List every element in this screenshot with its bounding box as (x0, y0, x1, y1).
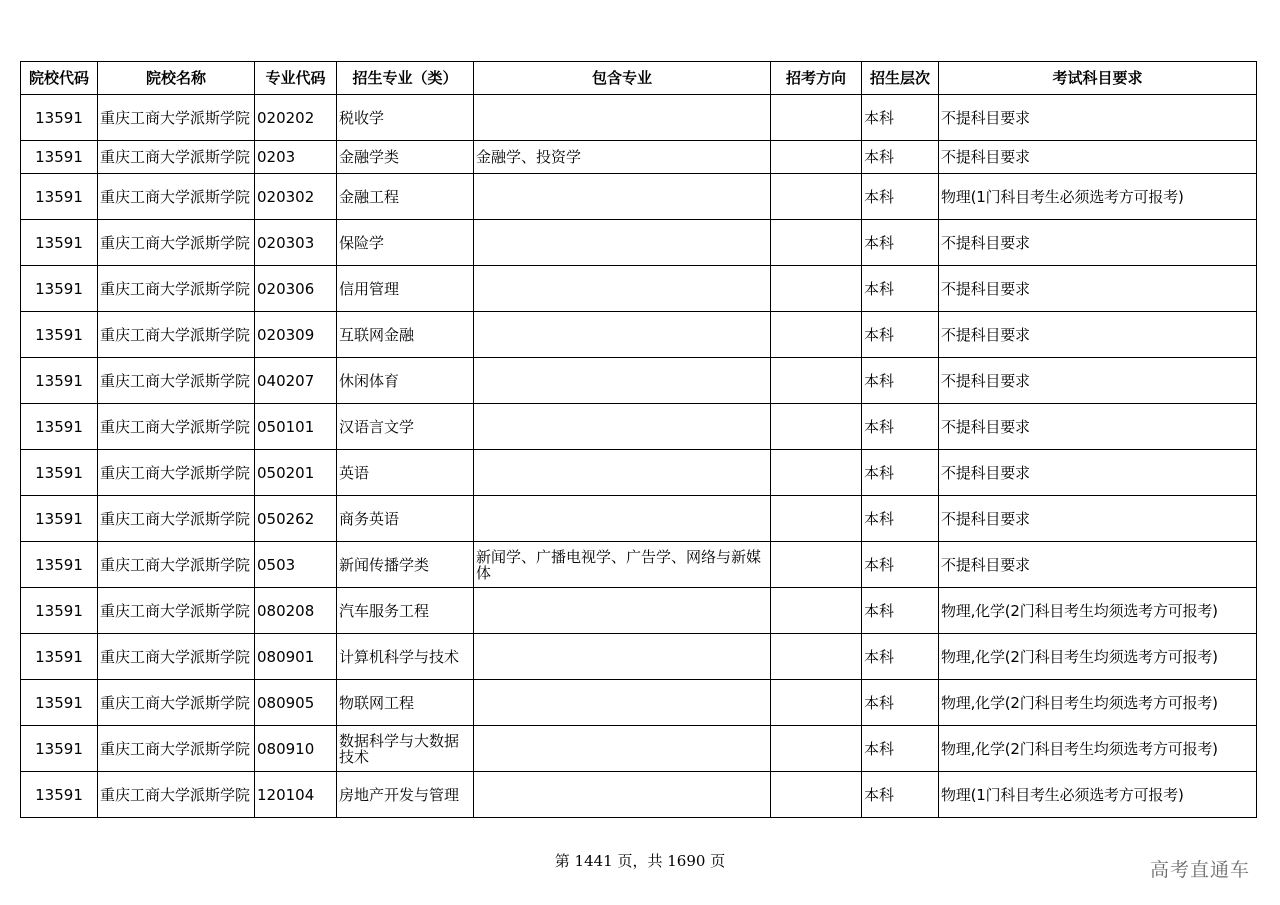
cell-requirement: 不提科目要求 (939, 496, 1257, 542)
header-school-name: 院校名称 (98, 62, 255, 95)
cell-major: 金融工程 (337, 174, 474, 220)
table-row (21, 358, 1257, 404)
cell-school-name: 重庆工商大学派斯学院 (98, 496, 255, 542)
cell-major: 英语 (337, 450, 474, 496)
cell-major-code: 020202 (255, 95, 337, 141)
cell-direction (771, 588, 862, 634)
cell-requirement: 物理,化学(2门科目考生均须选考方可报考) (939, 634, 1257, 680)
table-row (21, 726, 1257, 772)
cell-major-code: 0203 (255, 141, 337, 174)
cell-school-code: 13591 (21, 634, 98, 680)
cell-school-code: 13591 (21, 312, 98, 358)
table-row (21, 588, 1257, 634)
cell-direction (771, 680, 862, 726)
cell-direction (771, 174, 862, 220)
cell-school-name: 重庆工商大学派斯学院 (98, 634, 255, 680)
cell-level: 本科 (862, 542, 939, 588)
cell-included-majors (474, 634, 771, 680)
cell-major: 房地产开发与管理 (337, 772, 474, 818)
cell-major: 汉语言文学 (337, 404, 474, 450)
table-row (21, 220, 1257, 266)
cell-direction (771, 772, 862, 818)
cell-included-majors (474, 220, 771, 266)
cell-school-code: 13591 (21, 588, 98, 634)
cell-level: 本科 (862, 220, 939, 266)
cell-included-majors (474, 312, 771, 358)
cell-school-name: 重庆工商大学派斯学院 (98, 726, 255, 772)
table-row (21, 95, 1257, 141)
cell-school-name: 重庆工商大学派斯学院 (98, 220, 255, 266)
cell-school-code: 13591 (21, 680, 98, 726)
cell-major: 计算机科学与技术 (337, 634, 474, 680)
cell-school-name: 重庆工商大学派斯学院 (98, 542, 255, 588)
cell-included-majors (474, 496, 771, 542)
cell-school-name: 重庆工商大学派斯学院 (98, 174, 255, 220)
cell-major: 物联网工程 (337, 680, 474, 726)
cell-school-code: 13591 (21, 220, 98, 266)
cell-major-code: 050201 (255, 450, 337, 496)
cell-school-code: 13591 (21, 542, 98, 588)
cell-school-name: 重庆工商大学派斯学院 (98, 588, 255, 634)
cell-requirement: 不提科目要求 (939, 450, 1257, 496)
cell-direction (771, 358, 862, 404)
cell-requirement: 物理(1门科目考生必须选考方可报考) (939, 174, 1257, 220)
cell-included-majors (474, 726, 771, 772)
table-row (21, 496, 1257, 542)
cell-school-name: 重庆工商大学派斯学院 (98, 680, 255, 726)
admissions-table (20, 61, 1257, 818)
header-major: 招生专业（类） (337, 62, 474, 95)
cell-level: 本科 (862, 266, 939, 312)
cell-school-code: 13591 (21, 174, 98, 220)
cell-school-code: 13591 (21, 266, 98, 312)
cell-included-majors (474, 772, 771, 818)
cell-major: 数据科学与大数据技术 (337, 726, 474, 772)
cell-level: 本科 (862, 726, 939, 772)
table-row (21, 404, 1257, 450)
cell-school-name: 重庆工商大学派斯学院 (98, 266, 255, 312)
cell-major: 互联网金融 (337, 312, 474, 358)
cell-major-code: 050101 (255, 404, 337, 450)
cell-major-code: 020302 (255, 174, 337, 220)
cell-requirement: 不提科目要求 (939, 220, 1257, 266)
cell-level: 本科 (862, 95, 939, 141)
table-row (21, 174, 1257, 220)
cell-level: 本科 (862, 174, 939, 220)
table-row (21, 312, 1257, 358)
cell-direction (771, 220, 862, 266)
cell-included-majors (474, 404, 771, 450)
cell-major: 商务英语 (337, 496, 474, 542)
cell-direction (771, 266, 862, 312)
cell-included-majors (474, 680, 771, 726)
cell-level: 本科 (862, 634, 939, 680)
cell-school-name: 重庆工商大学派斯学院 (98, 772, 255, 818)
cell-requirement: 不提科目要求 (939, 312, 1257, 358)
cell-level: 本科 (862, 496, 939, 542)
header-direction: 招考方向 (771, 62, 862, 95)
cell-major: 新闻传播学类 (337, 542, 474, 588)
cell-requirement: 物理(1门科目考生必须选考方可报考) (939, 772, 1257, 818)
cell-direction (771, 141, 862, 174)
cell-major-code: 080901 (255, 634, 337, 680)
cell-included-majors (474, 358, 771, 404)
cell-direction (771, 726, 862, 772)
page-number: 第 1441 页，共 1690 页 (554, 852, 726, 870)
cell-level: 本科 (862, 141, 939, 174)
table-row (21, 772, 1257, 818)
cell-major: 保险学 (337, 220, 474, 266)
cell-direction (771, 404, 862, 450)
table-row (21, 680, 1257, 726)
cell-requirement: 物理,化学(2门科目考生均须选考方可报考) (939, 588, 1257, 634)
cell-included-majors (474, 95, 771, 141)
table-row (21, 450, 1257, 496)
cell-requirement: 不提科目要求 (939, 95, 1257, 141)
cell-included-majors: 金融学、投资学 (474, 141, 771, 174)
cell-direction (771, 542, 862, 588)
header-requirement: 考试科目要求 (939, 62, 1257, 95)
cell-included-majors (474, 450, 771, 496)
cell-major-code: 080905 (255, 680, 337, 726)
cell-requirement: 不提科目要求 (939, 358, 1257, 404)
table-body (21, 95, 1257, 818)
cell-requirement: 不提科目要求 (939, 266, 1257, 312)
cell-school-code: 13591 (21, 358, 98, 404)
cell-major-code: 0503 (255, 542, 337, 588)
cell-major-code: 020306 (255, 266, 337, 312)
cell-level: 本科 (862, 312, 939, 358)
cell-major: 金融学类 (337, 141, 474, 174)
cell-level: 本科 (862, 588, 939, 634)
cell-school-code: 13591 (21, 95, 98, 141)
cell-level: 本科 (862, 358, 939, 404)
admissions-table-container (20, 61, 1257, 818)
cell-major: 汽车服务工程 (337, 588, 474, 634)
cell-level: 本科 (862, 450, 939, 496)
cell-level: 本科 (862, 772, 939, 818)
cell-school-code: 13591 (21, 450, 98, 496)
table-row (21, 634, 1257, 680)
cell-school-name: 重庆工商大学派斯学院 (98, 312, 255, 358)
header-school-code: 院校代码 (21, 62, 98, 95)
cell-major-code: 120104 (255, 772, 337, 818)
cell-school-code: 13591 (21, 496, 98, 542)
cell-requirement: 物理,化学(2门科目考生均须选考方可报考) (939, 726, 1257, 772)
cell-included-majors (474, 174, 771, 220)
cell-major-code: 020309 (255, 312, 337, 358)
cell-included-majors (474, 588, 771, 634)
cell-direction (771, 450, 862, 496)
cell-direction (771, 312, 862, 358)
header-level: 招生层次 (862, 62, 939, 95)
cell-school-name: 重庆工商大学派斯学院 (98, 450, 255, 496)
cell-direction (771, 95, 862, 141)
table-row (21, 542, 1257, 588)
cell-major-code: 080910 (255, 726, 337, 772)
table-row (21, 266, 1257, 312)
cell-school-name: 重庆工商大学派斯学院 (98, 358, 255, 404)
cell-major-code: 040207 (255, 358, 337, 404)
cell-level: 本科 (862, 404, 939, 450)
cell-school-code: 13591 (21, 141, 98, 174)
table-row (21, 141, 1257, 174)
cell-school-code: 13591 (21, 404, 98, 450)
header-major-code: 专业代码 (255, 62, 337, 95)
cell-school-code: 13591 (21, 726, 98, 772)
cell-major-code: 080208 (255, 588, 337, 634)
cell-school-name: 重庆工商大学派斯学院 (98, 404, 255, 450)
cell-level: 本科 (862, 680, 939, 726)
cell-major: 休闲体育 (337, 358, 474, 404)
cell-requirement: 不提科目要求 (939, 542, 1257, 588)
cell-included-majors (474, 266, 771, 312)
cell-requirement: 不提科目要求 (939, 404, 1257, 450)
cell-major: 信用管理 (337, 266, 474, 312)
watermark-logo: 高考直通车 (1149, 859, 1250, 881)
cell-requirement: 不提科目要求 (939, 141, 1257, 174)
table-header-row (21, 62, 1257, 95)
cell-school-name: 重庆工商大学派斯学院 (98, 141, 255, 174)
cell-major: 税收学 (337, 95, 474, 141)
cell-school-name: 重庆工商大学派斯学院 (98, 95, 255, 141)
cell-major-code: 050262 (255, 496, 337, 542)
cell-direction (771, 496, 862, 542)
cell-direction (771, 634, 862, 680)
cell-included-majors: 新闻学、广播电视学、广告学、网络与新媒体 (474, 542, 771, 588)
header-included-majors: 包含专业 (474, 62, 771, 95)
cell-requirement: 物理,化学(2门科目考生均须选考方可报考) (939, 680, 1257, 726)
cell-school-code: 13591 (21, 772, 98, 818)
cell-major-code: 020303 (255, 220, 337, 266)
